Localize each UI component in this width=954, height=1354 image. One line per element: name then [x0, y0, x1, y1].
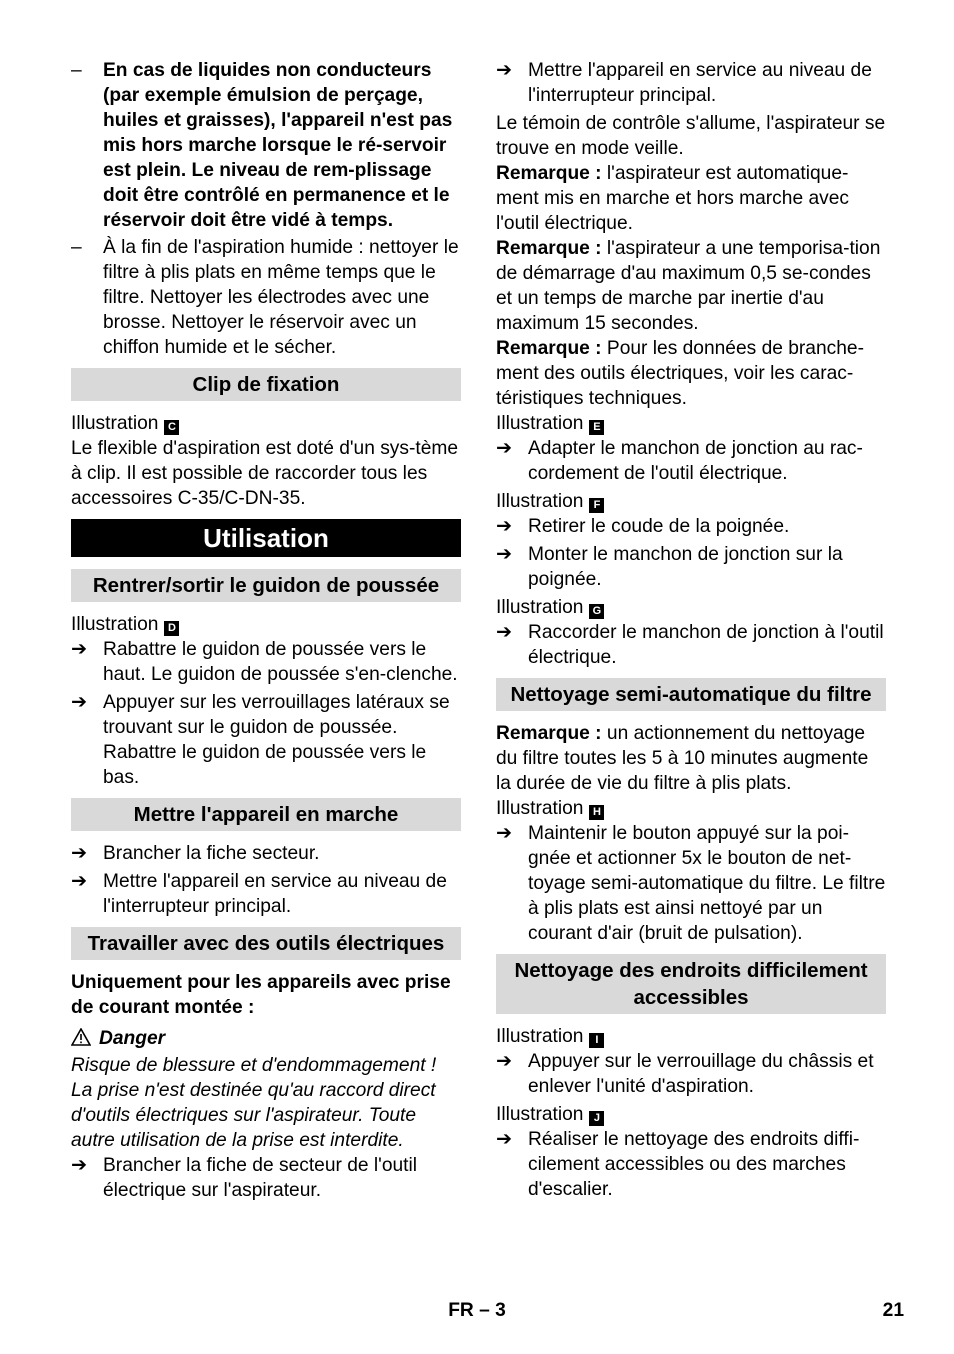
arrow-right-icon: ➔: [71, 1155, 88, 1176]
arrow-right-icon: ➔: [496, 1129, 513, 1150]
paragraph: Le flexible d'aspiration est doté d'un sys-tème à clip. Il est possible de raccorder tous les accessoires C-35/C-DN-35.: [71, 438, 459, 509]
step-text: Appuyer sur le verrouillage du châssis et enlever l'unité d'aspiration.: [528, 1051, 874, 1097]
illustration-ref: Illustration G: [496, 595, 886, 620]
illustration-ref: Illustration I: [496, 1024, 886, 1049]
step-item: [496, 514, 886, 539]
step-text: Rabattre le guidon de poussée vers le haut. Le guidon de poussée s'en-clenche.: [103, 639, 458, 685]
arrow-right-icon: ➔: [71, 639, 88, 660]
step-item: [71, 1153, 461, 1203]
warning-text: En cas de liquides non conducteurs (par exemple émulsion de perçage, huiles et graisses), l'appareil n'est pas mis hors marche lorsque le ré-servoir est plein. Le niveau de rem-plissage doit être contrôlé en permanence et le réservoir doit être vidé à temps.: [103, 60, 453, 231]
figure-tag: E: [589, 420, 604, 435]
step-item: [71, 637, 461, 687]
left-column: [71, 58, 461, 1206]
figure-tag: D: [164, 621, 179, 636]
step-item: [496, 1049, 886, 1099]
danger-heading: Danger: [71, 1026, 461, 1053]
chapter-heading-utilisation: Utilisation: [71, 519, 461, 557]
step-text: Raccorder le manchon de jonction à l'outil électrique.: [528, 622, 884, 668]
step-item: [496, 1127, 886, 1202]
arrow-right-icon: ➔: [71, 843, 88, 864]
section-heading-endroits: Nettoyage des endroits difficilement accessibles: [496, 954, 886, 1014]
arrow-right-icon: ➔: [496, 60, 513, 81]
step-item: [496, 620, 886, 670]
step-item: [71, 841, 461, 866]
illustration-ref: Illustration E: [496, 411, 886, 436]
step-text: Réaliser le nettoyage des endroits diffi-cilement accessibles ou des marches d'escalier.: [528, 1129, 860, 1200]
arrow-right-icon: ➔: [496, 1051, 513, 1072]
step-text: Mettre l'appareil en service au niveau de l'interrupteur principal.: [103, 871, 447, 917]
list-item: [71, 235, 461, 360]
figure-tag: J: [589, 1111, 604, 1126]
illustration-ref: Illustration C: [71, 411, 461, 436]
section-heading-filtre: Nettoyage semi-automatique du filtre: [496, 678, 886, 711]
step-item: [496, 542, 886, 592]
list-item-text: À la fin de l'aspiration humide : nettoyer le filtre à plis plats en même temps que le filtre. Nettoyer les électrodes avec une brosse. Nettoyer le réservoir avec un chiffon humide et le sécher.: [103, 237, 459, 358]
step-text: Adapter le manchon de jonction au rac-cordement de l'outil électrique.: [528, 438, 863, 484]
arrow-right-icon: ➔: [496, 622, 513, 643]
section-heading-guidon: Rentrer/sortir le guidon de poussée: [71, 569, 461, 602]
arrow-right-icon: ➔: [496, 823, 513, 844]
step-text: Appuyer sur les verrouillages latéraux se trouvant sur le guidon de poussée. Rabattre le guidon de poussée vers le bas.: [103, 692, 450, 788]
remark: Remarque : Pour les données de branche-ment des outils électriques, voir les carac-téristiques techniques.: [496, 338, 864, 409]
footer-section-label: FR – 3: [448, 1300, 506, 1321]
figure-tag: H: [589, 805, 604, 820]
dash-bullet: –: [71, 237, 82, 258]
right-column: [496, 58, 886, 1205]
danger-text: Risque de blessure et d'endommagement ! La prise n'est destinée qu'au raccord direct d'outils électriques sur l'aspirateur. Toute autre utilisation de la prise est interdite.: [71, 1055, 437, 1151]
warning-triangle-icon: [71, 1028, 91, 1053]
step-item: [71, 869, 461, 919]
section-heading-clip: Clip de fixation: [71, 368, 461, 401]
illustration-ref: Illustration F: [496, 489, 886, 514]
illustration-ref: Illustration H: [496, 796, 886, 821]
section-heading-marche: Mettre l'appareil en marche: [71, 798, 461, 831]
step-text: Brancher la fiche de secteur de l'outil électrique sur l'aspirateur.: [103, 1155, 418, 1201]
figure-tag: I: [589, 1033, 604, 1048]
illustration-ref: Illustration J: [496, 1102, 886, 1127]
arrow-right-icon: ➔: [496, 516, 513, 537]
step-item: [496, 436, 886, 486]
remark: Remarque : l'aspirateur a une temporisa-tion de démarrage d'au maximum 0,5 se-condes et un temps de marche par inertie d'au maximum 15 secondes.: [496, 238, 881, 334]
arrow-right-icon: ➔: [71, 871, 88, 892]
step-item: [496, 821, 886, 946]
page-number: 21: [882, 1300, 904, 1321]
step-text: Maintenir le bouton appuyé sur la poi-gnée et actionner 5x le bouton de net-toyage semi-automatique du filtre. Le filtre à plis plats est ainsi nettoyé par un courant d'air (bruit de pulsation).: [528, 823, 886, 944]
illustration-ref: Illustration D: [71, 612, 461, 637]
step-text: Retirer le coude de la poignée.: [528, 516, 790, 537]
condition-text: Uniquement pour les appareils avec prise de courant montée :: [71, 972, 451, 1018]
arrow-right-icon: ➔: [496, 438, 513, 459]
figure-tag: C: [164, 420, 179, 435]
step-text: Brancher la fiche secteur.: [103, 843, 320, 864]
figure-tag: F: [589, 498, 604, 513]
list-item: [71, 58, 461, 233]
remark: Remarque : l'aspirateur est automatique-ment mis en marche et hors marche avec l'outil électrique.: [496, 163, 849, 234]
step-item: [496, 58, 886, 108]
dash-bullet: –: [71, 60, 82, 81]
arrow-right-icon: ➔: [71, 692, 88, 713]
paragraph: Le témoin de contrôle s'allume, l'aspirateur se trouve en mode veille.: [496, 113, 886, 159]
step-item: [71, 690, 461, 790]
remark: Remarque : un actionnement du nettoyage du filtre toutes les 5 à 10 minutes augmente la durée de vie du filtre à plis plats.: [496, 723, 869, 794]
step-text: Monter le manchon de jonction sur la poignée.: [528, 544, 843, 590]
section-heading-outils: Travailler avec des outils électriques: [71, 927, 461, 960]
arrow-right-icon: ➔: [496, 544, 513, 565]
step-text: Mettre l'appareil en service au niveau de l'interrupteur principal.: [528, 60, 872, 106]
figure-tag: G: [589, 604, 604, 619]
